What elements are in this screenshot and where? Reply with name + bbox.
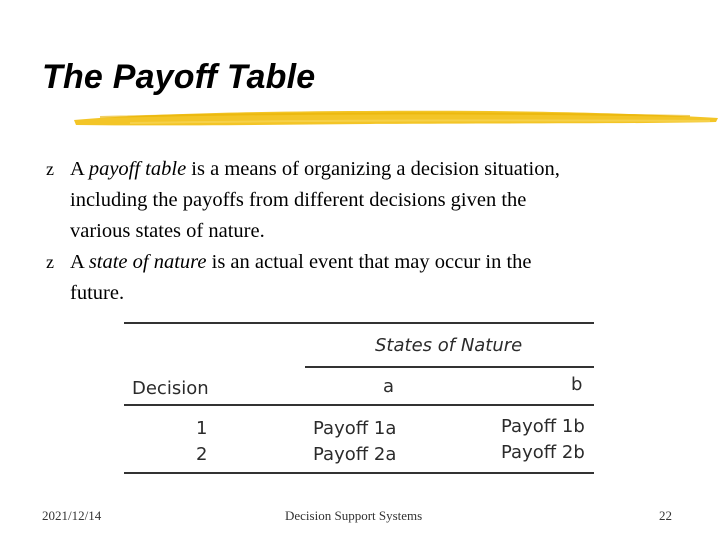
bullet-text: is a means of organizing a decision situation, (186, 158, 560, 180)
footer-course: Decision Support Systems (285, 508, 423, 523)
slide-title: The Payoff Table (42, 58, 316, 96)
table-row-decision: 2 (196, 444, 208, 465)
bullet-list (46, 154, 686, 309)
bullet-continuation: future. (70, 282, 125, 304)
column-header-b: b (571, 374, 583, 395)
bullet-text: is an actual event that may occur in the (206, 251, 532, 273)
footer-page-number: 22 (659, 508, 672, 523)
bullet-item (46, 247, 686, 278)
term-payoff-table: payoff table (88, 158, 187, 180)
footer-date: 2021/12/14 (42, 508, 102, 523)
table-rule (124, 322, 594, 324)
decision-header: Decision (132, 378, 209, 399)
term-state-of-nature: state of nature (88, 251, 207, 273)
table-cell: Payoff 1a (313, 418, 397, 439)
table-cell: Payoff 2b (501, 442, 585, 463)
column-header-a: a (383, 376, 395, 397)
bullet-marker: z (46, 159, 54, 179)
table-rule (305, 366, 594, 368)
table-cell: Payoff 2a (313, 444, 397, 465)
table-row-decision: 1 (196, 418, 208, 439)
table-rule (124, 472, 594, 474)
table-cell: Payoff 1b (501, 416, 585, 437)
bullet-continuation: including the payoffs from different decisions given the (70, 189, 527, 211)
table-rule (124, 404, 594, 406)
bullet-text: A (70, 158, 89, 180)
states-of-nature-header: States of Nature (375, 335, 523, 356)
bullet-item (46, 154, 686, 185)
title-underline-brush (70, 106, 720, 128)
bullet-marker: z (46, 252, 54, 272)
bullet-continuation: various states of nature. (70, 220, 265, 242)
bullet-text: A (70, 251, 89, 273)
payoff-table (120, 318, 600, 478)
